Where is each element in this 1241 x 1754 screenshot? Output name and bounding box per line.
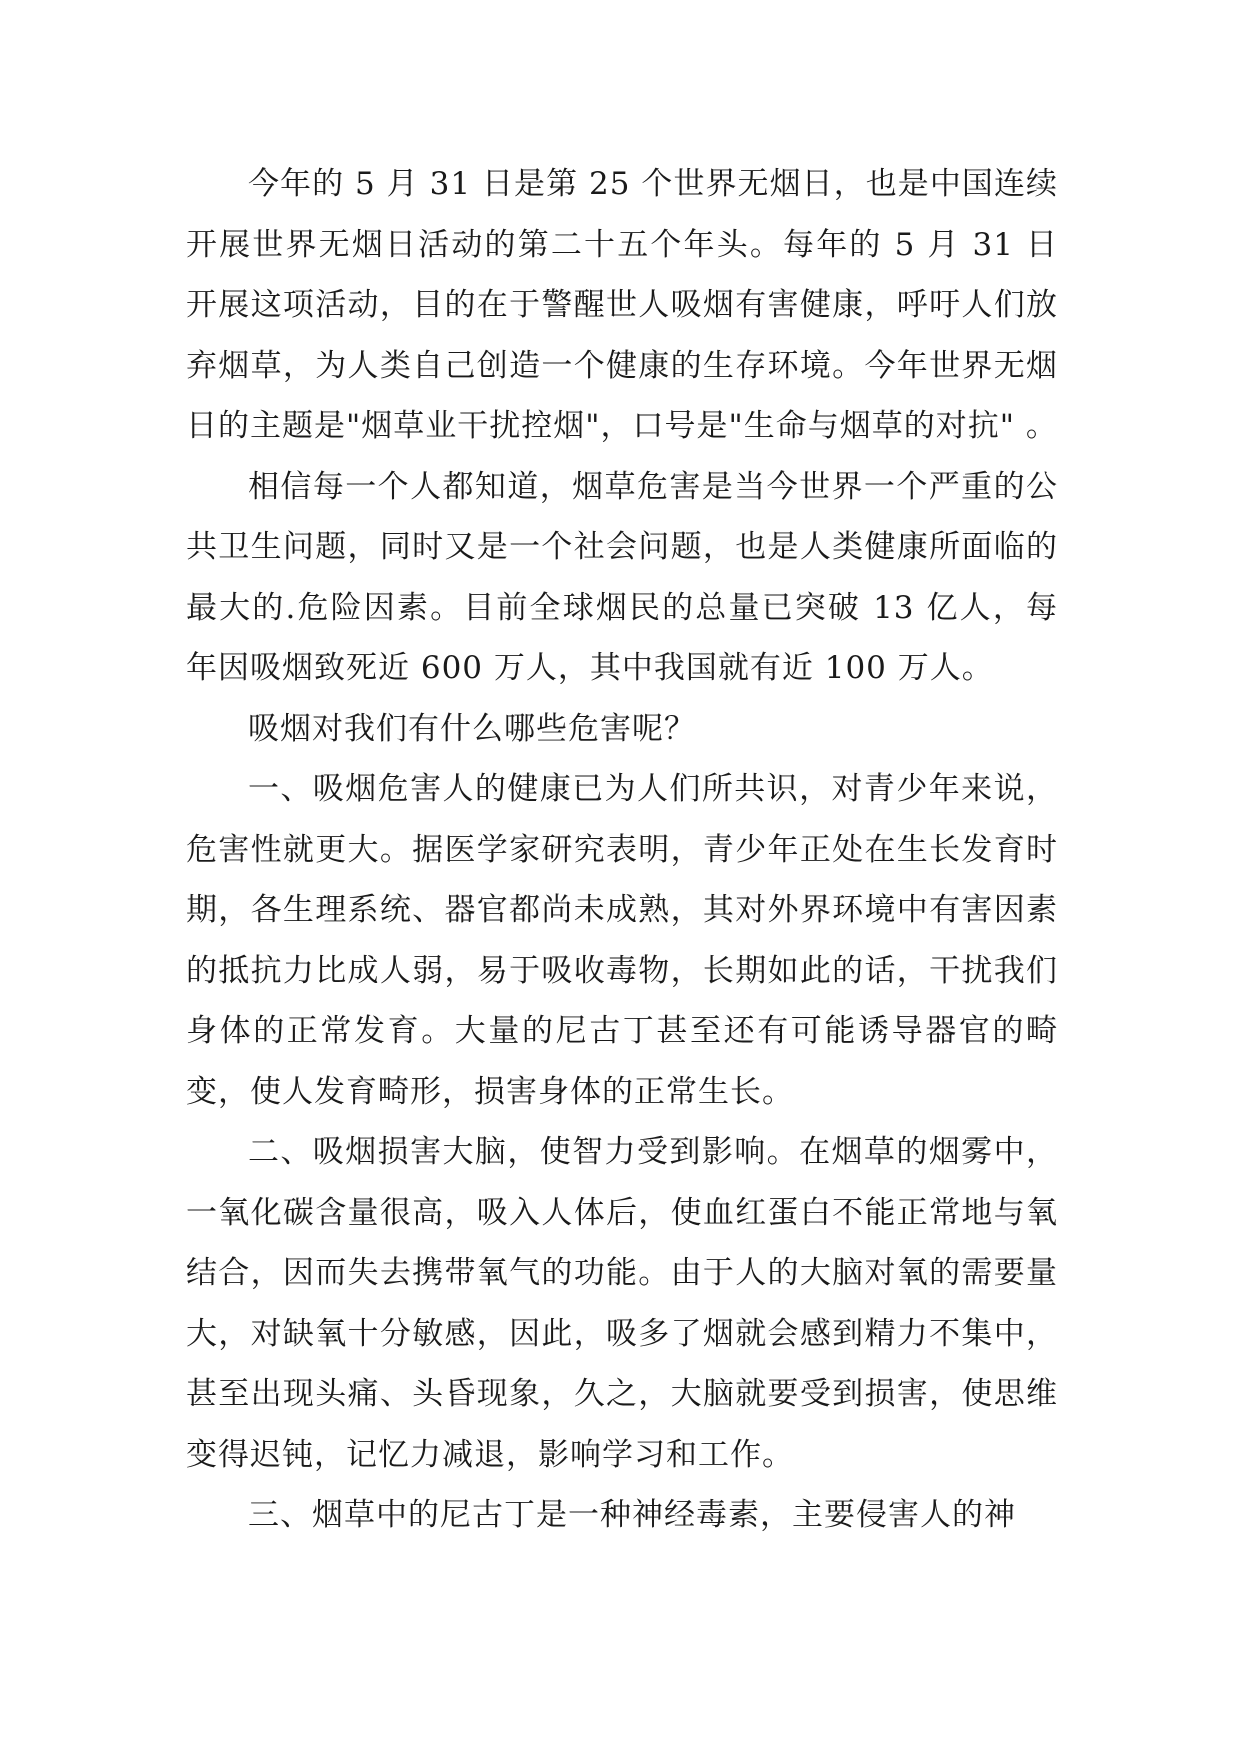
paragraph-question: 吸烟对我们有什么哪些危害呢？	[248, 710, 696, 747]
paragraph-point-one: 一、吸烟危害人的健康已为人们所共识，对青少年来说，危害性就更大。据医学家研究表明，青少年正处在生长发育时期，各生理系统、器官都尚未成熟，其对外界环境中有害因素的抵抗力比成人弱，易于吸收毒物，长期如此的话，干扰我们身体的正常发育。大量的尼古丁甚至还有可能诱导器官的畸变，使人发育畸形，损害身体的正常生长。	[186, 771, 1058, 1110]
paragraph-tobacco-harm-overview: 相信每一个人都知道，烟草危害是当今世界一个严重的公共卫生问题，同时又是一个社会问题，也是人类健康所面临的最大的.危险因素。目前全球烟民的总量已突破 13 亿人，每年因吸烟致死近 600 万人，其中我国就有近 100 万人。	[186, 468, 1058, 686]
paragraph-point-three: 三、烟草中的尼古丁是一种神经毒素，主要侵害人的神	[248, 1497, 1016, 1533]
document-body	[186, 154, 1058, 1546]
paragraph-world-no-tobacco-day: 今年的 5 月 31 日是第 25 个世界无烟日，也是中国连续开展世界无烟日活动的第二十五个年头。每年的 5 月 31 日开展这项活动，目的在于警醒世人吸烟有害健康，呼吁人们放弃烟草，为人类自己创造一个健康的生存环境。今年世界无烟日的主题是"烟草业干扰控烟"，口号是"生命与烟草的对抗" 。	[186, 166, 1058, 444]
paragraph-point-two: 二、吸烟损害大脑，使智力受到影响。在烟草的烟雾中，一氧化碳含量很高，吸入人体后，使血红蛋白不能正常地与氧结合，因而失去携带氧气的功能。由于人的大脑对氧的需要量大，对缺氧十分敏感，因此，吸多了烟就会感到精力不集中，甚至出现头痛、头昏现象，久之，大脑就要受到损害，使思维变得迟钝，记忆力减退，影响学习和工作。	[186, 1134, 1058, 1473]
